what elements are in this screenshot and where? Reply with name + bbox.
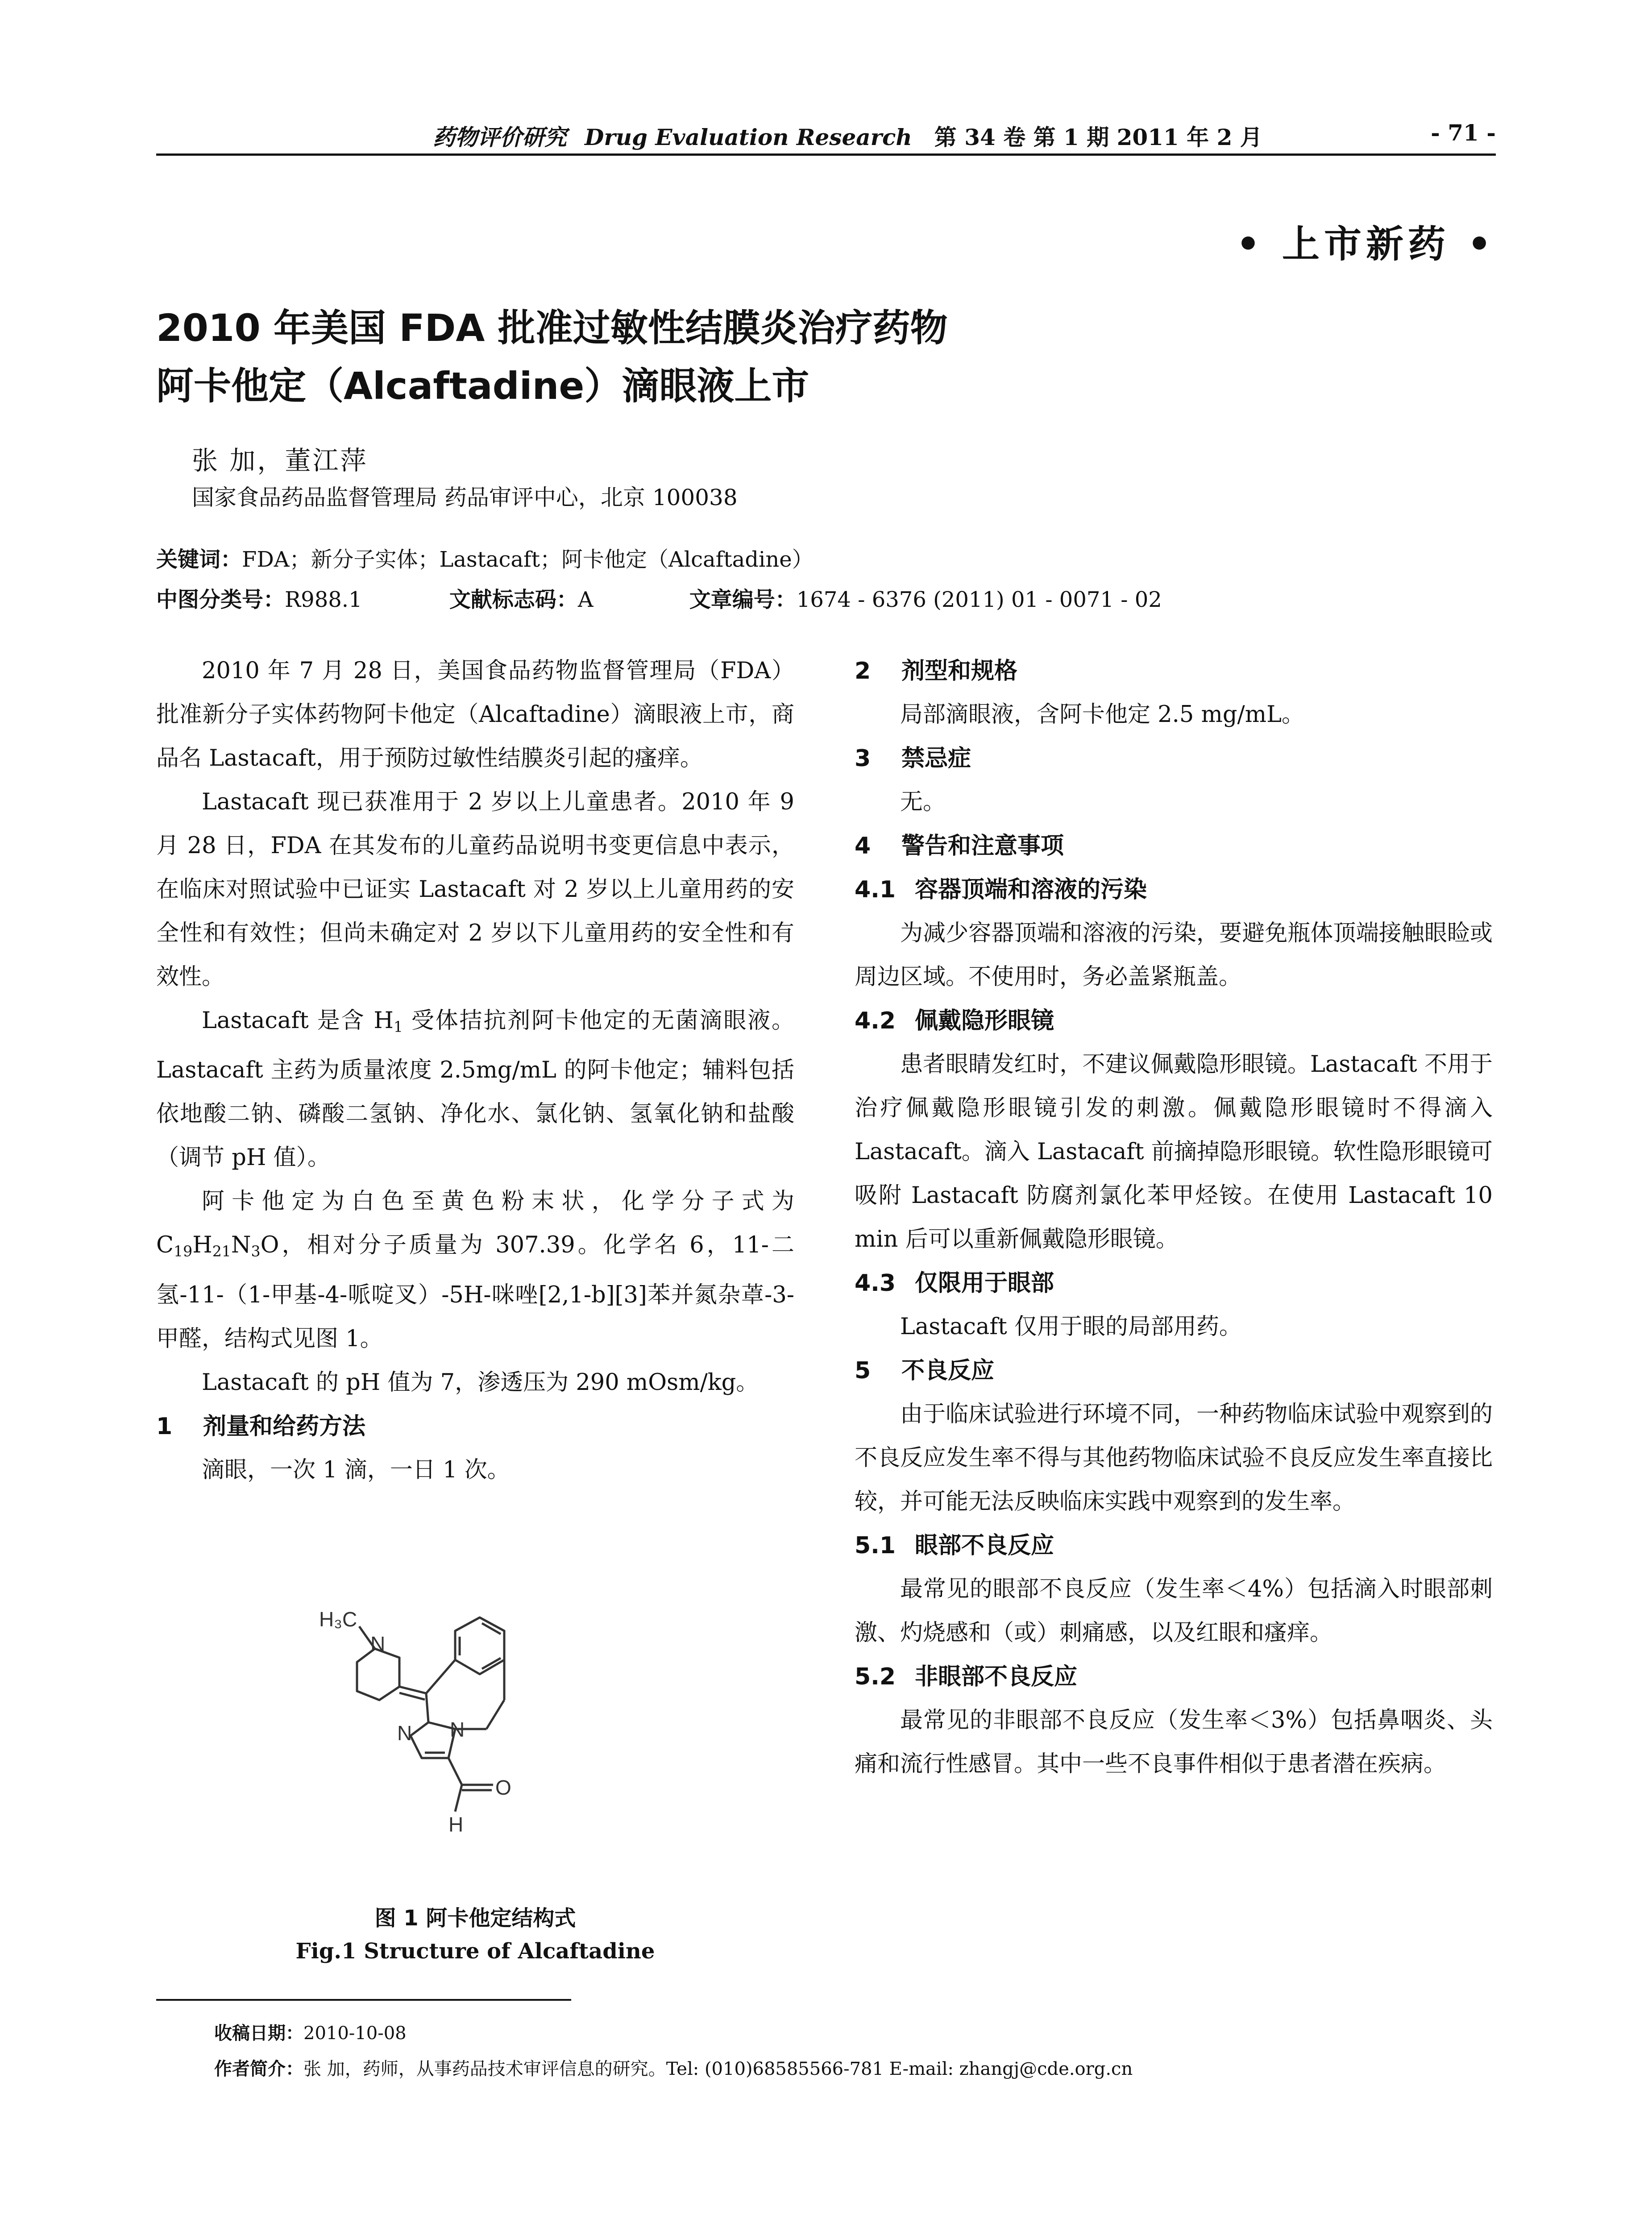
journal-line [433,120,1262,152]
keywords [156,542,814,573]
keywords-label: 关键词： [156,547,242,572]
article-no-value: 1674 - 6376 (2011) 01 - 0071 - 02 [796,587,1162,612]
section-title: 仅限用于眼部 [915,1270,1054,1297]
paragraph: 为减少容器顶端和溶液的污染，要避免瓶体顶端接触眼睑或周边区域。不使用时，务必盖紧瓶盖。 [855,920,1493,990]
section-number: 3 [855,745,871,772]
journal-name-en: Drug Evaluation Research [585,124,912,150]
exocyclic-double-bond [399,1687,426,1693]
figure-caption-cn: 图 1 阿卡他定结构式 [374,1906,576,1931]
text-run: H [192,1232,212,1259]
benzene-ring [455,1617,504,1674]
section-heading [855,649,1493,693]
authors: 张 加，董江萍 [192,445,368,476]
clc-label: 中图分类号： [156,587,285,612]
section-title: 剂型和规格 [901,658,1018,684]
header-rule [156,153,1496,156]
subsection-heading [855,868,1493,912]
subsection-heading [855,1524,1493,1568]
text-run: Lastacaft 是含 H [202,1008,394,1034]
exocyclic-double-bond-2 [399,1693,425,1700]
subsection-heading [855,1655,1493,1699]
bio-value: 张 加，药师，从事药品技术审评信息的研究。Tel: (010)68585566-781 E-mail: zhangj@cde.org.cn [303,2059,1133,2079]
paragraph: 最常见的非眼部不良反应（发生率＜3%）包括鼻咽炎、头痛和流行性感冒。其中一些不良事件相似于患者潜在疾病。 [855,1707,1493,1777]
page-number: - 71 - [1431,120,1496,146]
article-no-label: 文章编号： [689,587,797,612]
section-number: 4.2 [855,1008,896,1034]
subscript: 19 [174,1242,193,1260]
paragraph: 2010 年 7 月 28 日，美国食品药物监督管理局（FDA）批准新分子实体药物阿卡他定（Alcaftadine）滴眼液上市，商品名 Lastacaft，用于预防过敏性结膜炎引起的瘙痒。 [156,658,794,771]
section-title: 容器顶端和溶液的污染 [915,876,1147,903]
left-column [156,649,794,1492]
keywords-text: FDA；新分子实体；Lastacaft；阿卡他定（Alcaftadine） [242,547,814,572]
section-number: 4.1 [855,876,896,903]
subsection-heading [855,1261,1493,1305]
section-title: 警告和注意事项 [901,833,1064,859]
structure-figure [308,1602,620,1874]
paragraph [156,999,794,1180]
section-number: 5 [855,1357,871,1384]
received-label: 收稿日期： [214,2023,303,2044]
article-title [156,299,1316,415]
text-run: 受体拮抗剂阿卡他定的无菌滴眼液。Lastacaft 主药为质量浓度 2.5mg/mL 的阿卡他定；辅料包括依地酸二钠、磷酸二氢钠、净化水、氯化钠、氢氧化钠和盐酸（调节 pH 值）。 [156,1008,794,1171]
paragraph: Lastacaft 的 pH 值为 7，渗透压为 290 mOsm/kg。 [202,1369,759,1396]
paragraph: 患者眼睛发红时，不建议佩戴隐形眼镜。Lastacaft 不用于治疗佩戴隐形眼镜引发的刺激。佩戴隐形眼镜时不得滴入 Lastacaft。滴入 Lastacaft 前摘掉隐形眼镜。软性隐形眼镜可吸附 Lastacaft 防腐剂氯化苯甲烃铵。在使用 Lastacaft 10 min 后可以重新佩戴隐形眼镜。 [855,1051,1493,1252]
received-value: 2010-10-08 [303,2023,407,2044]
paragraph: 滴眼，一次 1 滴，一日 1 次。 [202,1456,510,1483]
issue-info: 第 34 卷 第 1 期 2011 年 2 月 [934,124,1262,150]
subscript: 1 [393,1018,403,1036]
author-bio [214,2055,1133,2080]
section-heading [855,1349,1493,1393]
paragraph: 最常见的眼部不良反应（发生率＜4%）包括滴入时眼部刺激、灼烧感和（或）刺痛感，以及红眼和瘙痒。 [855,1576,1493,1646]
section-heading [855,737,1493,780]
section-number: 5.2 [855,1663,896,1690]
section-number: 5.1 [855,1532,896,1559]
right-column [855,649,1493,1786]
paragraph [156,1180,794,1360]
affiliation: 国家食品药品监督管理局 药品审评中心，北京 100038 [192,485,738,510]
paragraph: 无。 [900,789,946,815]
title-line-1: 2010 年美国 FDA 批准过敏性结膜炎治疗药物 [156,306,948,350]
doc-code-label: 文献标志码： [449,587,578,612]
subscript: 21 [212,1242,231,1260]
section-tag: • 上市新药 • [1236,222,1496,266]
atom-label: O [495,1776,511,1799]
atom-label: H [448,1813,464,1836]
paragraph: Lastacaft 现已获准用于 2 岁以上儿童患者。2010 年 9 月 28 日，FDA 在其发布的儿童药品说明书变更信息中表示，在临床对照试验中已证实 Lastacaft 对 2 岁以上儿童用药的安全性和有效性；但尚未确定对 2 岁以下儿童用药的安全性和有效性。 [156,789,794,990]
paragraph: 局部滴眼液，含阿卡他定 2.5 mg/mL。 [900,701,1304,728]
paragraph: 由于临床试验进行环境不同，一种药物临床试验中观察到的不良反应发生率不得与其他药物临床试验不良反应发生率直接比较，并可能无法反映临床实践中观察到的发生率。 [855,1401,1493,1515]
section-number: 4 [855,833,871,859]
journal-name-cn: 药物评价研究 [433,124,567,150]
footnote-rule [156,1999,571,2001]
clc-value: R988.1 [285,587,362,612]
section-title: 非眼部不良反应 [915,1663,1078,1690]
running-header [156,120,1496,152]
atom-label: H₃C [319,1608,357,1631]
title-line-2: 阿卡他定（Alcaftadine）滴眼液上市 [156,364,809,408]
section-number: 4.3 [855,1270,896,1297]
section-number: 1 [156,1413,173,1440]
classification-line [156,582,1162,613]
atom-label: N [397,1721,412,1745]
section-title: 眼部不良反应 [915,1532,1054,1559]
section-title: 剂量和给药方法 [203,1413,366,1440]
text-run: O，相对分子质量为 307.39。化学名 6，11-二氢-11-（1-甲基-4-哌啶叉）-5H-咪唑[2,1-b][3]苯并氮杂䓬-3-甲醛，结构式见图 1。 [156,1232,794,1352]
atom-label: N [370,1632,386,1655]
text-run: N [231,1232,251,1259]
bio-label: 作者简介： [214,2059,303,2079]
section-title: 佩戴隐形眼镜 [915,1008,1054,1034]
figure-caption-en: Fig.1 Structure of Alcaftadine [295,1939,655,1964]
received-date [214,2019,407,2044]
section-heading [156,1405,794,1448]
section-heading [855,824,1493,868]
section-title: 禁忌症 [901,745,971,772]
subsection-heading [855,999,1493,1043]
section-number: 2 [855,658,871,684]
doc-code-value: A [577,587,594,612]
text-run: 阿卡他定为白色至黄色粉末状，化学分子式为 C [156,1188,794,1259]
piperidine-ring [357,1649,399,1700]
subscript: 3 [251,1242,261,1260]
section-title: 不良反应 [901,1357,995,1384]
atom-label: N [450,1718,465,1741]
paragraph: Lastacaft 仅用于眼的局部用药。 [900,1314,1242,1340]
